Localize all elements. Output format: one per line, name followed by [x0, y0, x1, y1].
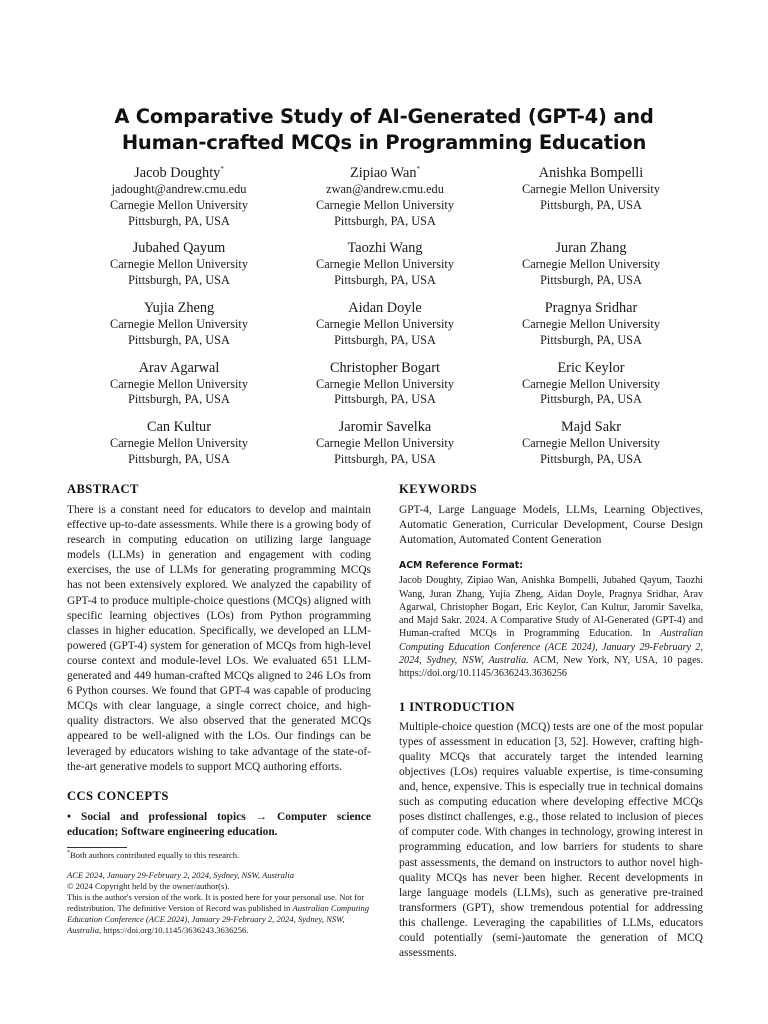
author-affiliation: Carnegie Mellon University [110, 376, 248, 391]
author-location: Pittsburgh, PA, USA [334, 392, 436, 407]
paper-title-line-1: A Comparative Study of AI-Generated (GPT-4) and [114, 105, 654, 128]
author-block [76, 164, 282, 229]
introduction-text: Multiple-choice question (MCQ) tests are one of the most popular types of assessment in education [3, 52]. However, crafting high-quality MCQs that accurately target the intended learning objectives (LOs) requires valuable expertise, is time-consuming and, hence, expensive. This is especially true in technical domains such as computing education where developing effective MCQs poses distinct challenges, e.g., those related to inclusion of pieces of computer code. With changes in technology, growing interest in programming education, and low barriers for students to share past assessments, the demand on instructors to author novel high-quality MCQs has never been higher. Recent developments in large language models (LLMs), such as generative pre-trained transformers (GPT), show tremendous potential for addressing this challenge. Leveraging the capabilities of LLMs, educators could potentially (semi-)automate the generation of MCQ assessments. [399, 720, 703, 960]
author-affiliation: Carnegie Mellon University [110, 257, 248, 272]
author-block [488, 418, 694, 468]
author-location: Pittsburgh, PA, USA [540, 451, 642, 466]
author-block [76, 359, 282, 409]
author-email[interactable]: jadought@andrew.cmu.edu [111, 182, 247, 196]
ccs-concepts-text: • Social and professional topics → Computer science education; Software engineering education. [67, 810, 371, 838]
author-location: Pittsburgh, PA, USA [128, 392, 230, 407]
author-block [76, 239, 282, 289]
author-block [488, 359, 694, 409]
author-block [488, 299, 694, 349]
keywords-text: GPT-4, Large Language Models, LLMs, Learning Objectives, Automatic Generation, Curricular Development, Course Design Automation, Automated Content Generation [399, 504, 703, 547]
author-affiliation: Carnegie Mellon University [316, 197, 454, 212]
acm-reference-text: Jacob Doughty, Zipiao Wan, Anishka Bompelli, Jubahed Qayum, Taozhi Wang, Juran Zhang, Yujia Zheng, Aidan Doyle, Pragnya Sridhar, Arav Agarwal, Christopher Bogart, Eric Keylor, Can Kultur, Jaromir Savelka, and Majd Sakr. 2024. A Comparative Study of AI-Generated (GPT-4) and Human-crafted MCQs in Programming Education. In Australian Computing Education Conference (ACE 2024), January 29-February 2, 2024, Sydney, NSW, Australia. ACM, New York, NY, USA, 10 pages. https://doi.org/10.1145/3636243.3636256 [399, 575, 704, 680]
author-name: Pragnya Sridhar [544, 299, 638, 316]
keywords-heading: KEYWORDS [399, 482, 478, 496]
author-location: Pittsburgh, PA, USA [540, 392, 642, 407]
author-name: Jaromir Savelka [338, 419, 432, 436]
introduction-heading: 1 INTRODUCTION [399, 699, 515, 714]
author-name: Jubahed Qayum [132, 240, 226, 257]
abstract-text: There is a constant need for educators to develop and maintain effective up-to-date assessments. While there is a growing body of research in computing education on utilizing large language models (LLMs) in generation and engagement with coding exercises, the use of LLMs for generating programming MCQs has not been extensively explored. We analyzed the capability of GPT-4 to produce multiple-choice questions (MCQs) aligned with specific learning objectives (LOs) from Python programming classes in higher education. Specifically, we developed an LLM-powered (GPT-4) system for generation of MCQs from high-level course context and module-level LOs. We evaluated 651 LLM-generated and 449 human-crafted MCQs aligned to 246 LOs from 6 Python courses. We found that GPT-4 was capable of producing MCQs with clear language, a single correct choice, and high-quality distractors. We also observed that the generated MCQs appeared to be well-aligned with the LOs. Our findings can be leveraged by educators wishing to take advantage of the state-of-the-art generative models to support MCQ authoring efforts. [67, 504, 371, 773]
author-block [282, 239, 488, 289]
author-name: Arav Agarwal [138, 359, 220, 376]
paper-title-line-2: Human-crafted MCQs in Programming Education [121, 131, 647, 154]
author-affiliation: Carnegie Mellon University [110, 316, 248, 331]
paper-title [0, 104, 768, 156]
right-column [399, 481, 703, 961]
footnote-mark: * [67, 849, 70, 856]
author-name: Can Kultur [147, 419, 211, 436]
author-location: Pittsburgh, PA, USA [334, 451, 436, 466]
author-location: Pittsburgh, PA, USA [128, 273, 230, 288]
author-affiliation: Carnegie Mellon University [316, 257, 454, 272]
author-block [282, 299, 488, 349]
author-name: Aidan Doyle [348, 299, 422, 316]
author-affiliation: Carnegie Mellon University [522, 182, 660, 196]
copyright-doi: , https://doi.org/10.1145/3636243.3636256. [99, 924, 249, 935]
author-location: Pittsburgh, PA, USA [540, 332, 642, 347]
acm-reference-heading: ACM Reference Format: [399, 560, 523, 572]
author-location: Pittsburgh, PA, USA [540, 197, 642, 212]
copyright-block [67, 870, 371, 936]
author-location: Pittsburgh, PA, USA [334, 273, 436, 288]
author-name: Christopher Bogart [330, 359, 440, 376]
ccs-concepts-heading: CCS CONCEPTS [67, 788, 169, 803]
author-name: Juran Zhang [555, 240, 627, 257]
author-affiliation: Carnegie Mellon University [316, 376, 454, 391]
abstract-heading: ABSTRACT [67, 482, 139, 496]
ccs-concepts-section [67, 788, 371, 840]
author-block [282, 359, 488, 409]
author-block [488, 164, 694, 229]
author-name: Zipiao Wan* [350, 165, 420, 181]
copyright-notice: This is the author's version of the work. It is posted here for your personal use. Not for redistribution. The definitive Version of Record was published in Australian Computing Education Conference (ACE 2024), January 29-February 2, 2024, Sydney, NSW, Australia, https://doi.org/10.1145/3636243.3636256. [67, 891, 370, 935]
author-affiliation: Carnegie Mellon University [110, 436, 248, 451]
author-name: Yujia Zheng [143, 299, 215, 316]
author-location: Pittsburgh, PA, USA [128, 213, 230, 228]
author-block [76, 299, 282, 349]
author-location: Pittsburgh, PA, USA [128, 451, 230, 466]
equal-contribution-mark: * [416, 165, 420, 174]
author-affiliation: Carnegie Mellon University [522, 376, 660, 391]
author-affiliation: Carnegie Mellon University [522, 257, 660, 272]
author-block [76, 418, 282, 468]
author-block [282, 164, 488, 229]
author-name: Taozhi Wang [347, 240, 423, 257]
author-email[interactable]: zwan@andrew.cmu.edu [326, 182, 444, 196]
author-name: Anishka Bompelli [538, 165, 644, 181]
copyright-line: © 2024 Copyright held by the owner/author(s). [67, 880, 230, 891]
introduction-section [399, 699, 703, 962]
author-affiliation: Carnegie Mellon University [316, 436, 454, 451]
author-name: Jacob Doughty* [134, 165, 224, 181]
author-affiliation: Carnegie Mellon University [522, 436, 660, 451]
footnote [67, 848, 371, 861]
author-affiliation: Carnegie Mellon University [110, 197, 248, 212]
author-location: Pittsburgh, PA, USA [334, 213, 436, 228]
author-name: Eric Keylor [557, 359, 625, 376]
equal-contribution-mark: * [220, 165, 224, 174]
acm-reference-doi[interactable]: ACM, New York, NY, USA, 10 pages. https://doi.org/10.1145/3636243.3636256 [399, 655, 704, 680]
footnote-text: Both authors contributed equally to this research. [70, 849, 240, 860]
copyright-venue: ACE 2024, January 29-February 2, 2024, Sydney, NSW, Australia [67, 869, 294, 880]
author-location: Pittsburgh, PA, USA [128, 332, 230, 347]
author-list [76, 164, 692, 468]
author-block [282, 418, 488, 468]
author-affiliation: Carnegie Mellon University [316, 316, 454, 331]
left-column [67, 481, 371, 936]
author-block [488, 239, 694, 289]
author-location: Pittsburgh, PA, USA [334, 332, 436, 347]
author-location: Pittsburgh, PA, USA [540, 273, 642, 288]
author-name: Majd Sakr [561, 419, 621, 436]
author-affiliation: Carnegie Mellon University [522, 316, 660, 331]
